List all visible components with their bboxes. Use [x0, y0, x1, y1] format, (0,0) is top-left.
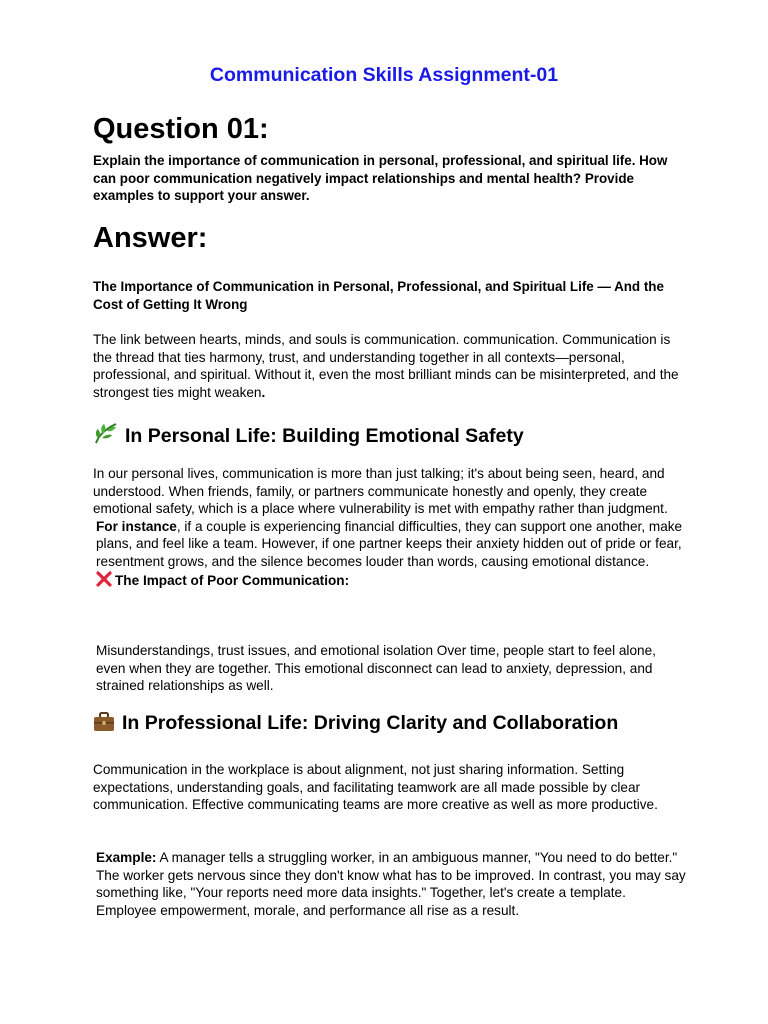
question-text: Explain the importance of communication in personal, professional, and spiritual life. How can poor communication negatively impact relationships and mental health? Provide examples to support your answer. [93, 153, 668, 204]
briefcase-icon [93, 712, 115, 738]
professional-intro: Communication in the workplace is about alignment, not just sharing information. Setting expectations, understanding goals, and facilitating teamwork are all made possible by clear communication. Effective communicating teams are more creative as well as more productive. [93, 762, 658, 813]
professional-life-heading-text: In Professional Life: Driving Clarity and Collaboration [122, 712, 619, 734]
professional-example-text: A manager tells a struggling worker, in an ambiguous manner, "You need to do better." The worker gets nervous since they don't know what has to be improved. In contrast, you may say something like, "Your reports need more data insights." Together, let's create a template. Employee empowerment, morale, and performance all rise as a result. [96, 850, 686, 918]
impact-paragraph [93, 642, 686, 695]
personal-example-text: , if a couple is experiencing financial difficulties, they can support one another, make plans, and feel like a team. However, if one partner keeps their anxiety hidden out of pride or fear, resentment grows, and the silence becomes louder than words, causing emotional distance. [96, 518, 683, 569]
impact-line [93, 571, 683, 592]
question-heading: Question 01: [93, 113, 269, 145]
personal-example [93, 518, 683, 571]
document-title: Communication Skills Assignment-01 [209, 64, 559, 86]
leaf-icon [93, 421, 119, 451]
professional-paragraph [93, 761, 683, 814]
personal-paragraph [93, 465, 683, 591]
professional-life-heading [93, 712, 693, 738]
answer-subtitle: The Importance of Communication in Personal, Professional, and Spiritual Life — And the Cost of Getting It Wrong [93, 279, 664, 312]
personal-example-label: For instance [96, 518, 177, 534]
intro-text: The link between hearts, minds, and souls is communication. communication. Communication is the thread that ties harmony, trust, and understanding together in all contexts—personal, professional, and spiritual. Without it, even the most brilliant minds can be misinterpreted, and the strongest ties might weaken [93, 332, 679, 400]
professional-example [93, 849, 686, 919]
personal-intro: In our personal lives, communication is more than just talking; it's about being seen, heard, and understood. When friends, family, or partners communicate honestly and openly, they create emotional safety, which is a place where vulnerability is met with empathy rather than judgment. [93, 466, 668, 517]
impact-text: Misunderstandings, trust issues, and emotional isolation Over time, people start to feel alone, even when they are together. This emotional disconnect can lead to anxiety, depression, and strained relationships as well. [96, 643, 656, 694]
personal-life-heading [93, 421, 693, 451]
cross-mark-icon [96, 571, 112, 592]
intro-paragraph [93, 331, 683, 401]
intro-period: . [261, 384, 266, 400]
impact-label: The Impact of Poor Communication: [115, 572, 350, 588]
answer-heading: Answer: [93, 222, 208, 254]
professional-example-label: Example: [96, 850, 157, 865]
personal-life-heading-text: In Personal Life: Building Emotional Safety [125, 425, 524, 447]
